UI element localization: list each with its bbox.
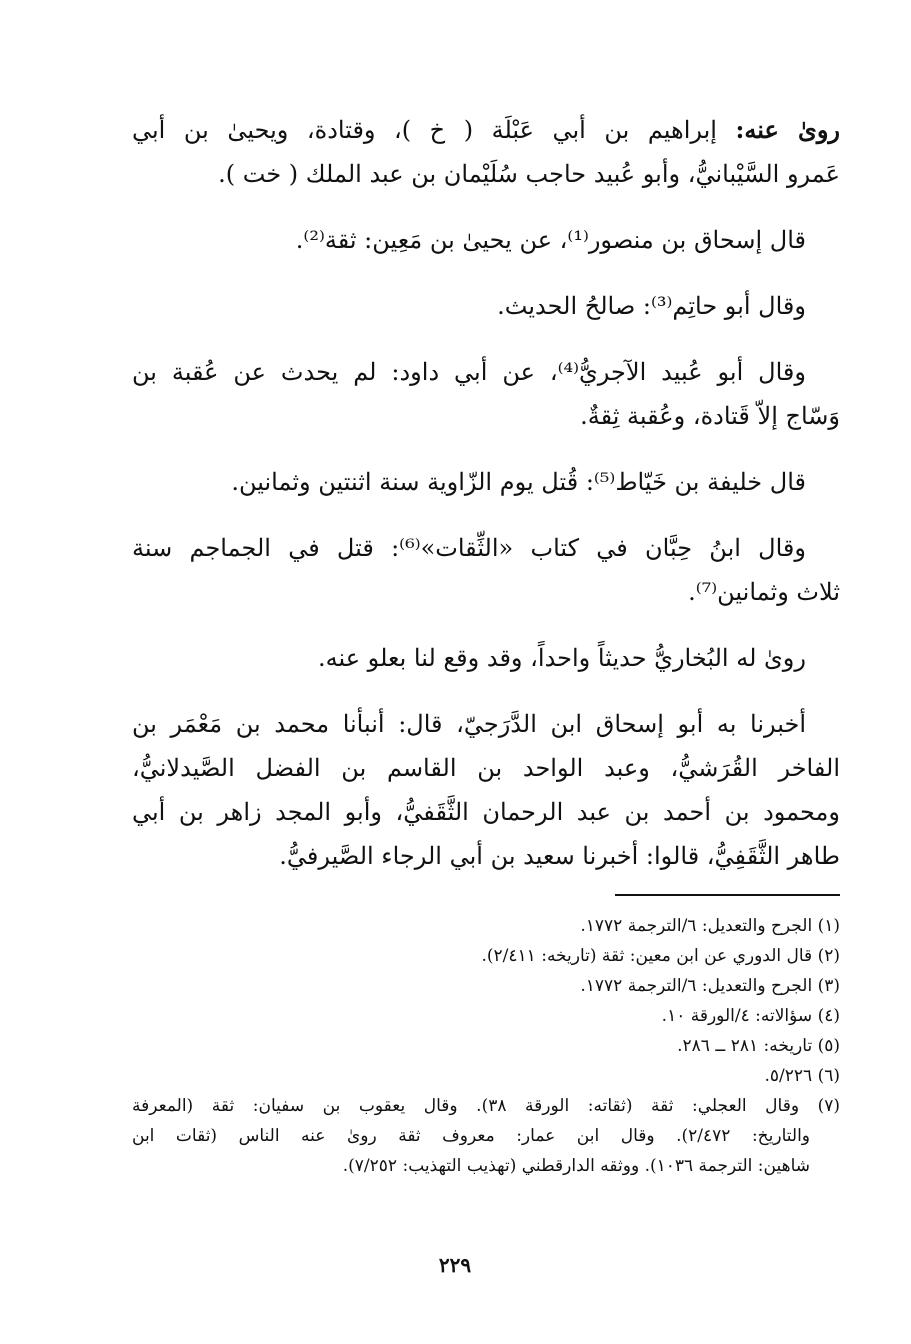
text-line: وَسّاج إلاّ قَتادة، وعُقبة ثِقةٌ.	[580, 402, 840, 430]
footnote-3: (٣) الجرح والتعديل: ٦/الترجمة ١٧٧٢.	[580, 976, 840, 996]
text-line: ثلاث وثمانين⁽⁷⁾.	[688, 578, 840, 606]
text-line: الفاخر القُرَشيُّ، وعبد الواحد بن القاسم بن الفضل الصَّيدلانيُّ،	[132, 754, 840, 782]
text-line: روىٰ له البُخاريُّ حديثاً واحداً، وقد وقع لنا بعلو عنه.	[317, 644, 806, 672]
footnote-5: (٥) تاريخه: ٢٨١ ــ ٢٨٦.	[677, 1036, 840, 1056]
text-span: إبراهيم بن أبي عَبْلَة ( خ )، وقتادة، ويحيىٰ بن أبي	[132, 116, 736, 144]
narrators-heading: روىٰ عنه:	[735, 115, 840, 144]
text-line: وقال ابنُ حِبَّان في كتاب «الثِّقات»⁽⁶⁾: قتل في الجماجم سنة	[132, 534, 806, 562]
text-line: قال إسحاق بن منصور⁽¹⁾، عن يحيىٰ بن مَعِين: ثقة⁽²⁾.	[295, 226, 806, 254]
footnote-7-continued: والتاريخ: ٢/٤٧٢). وقال ابن عمار: معروف ثقة روىٰ عنه الناس (ثقات ابن	[132, 1126, 811, 1146]
text-line: قال خليفة بن خَيّاط⁽⁵⁾: قُتل يوم الزّاوية سنة اثنتين وثمانين.	[231, 468, 806, 496]
footnote-divider	[615, 894, 840, 896]
footnote-2: (٢) قال الدوري عن ابن معين: ثقة (تاريخه: ٢/٤١١).	[481, 946, 840, 966]
text-line: وقال أبو عُبيد الآجريُّ⁽⁴⁾، عن أبي داود: لم يحدث عن عُقبة بن	[132, 358, 806, 386]
text-line: عَمرو السَّيْبانيُّ، وأبو عُبيد حاجب سُلَيْمان بن عبد الملك ( خت ).	[218, 160, 840, 188]
text-line: طاهر الثَّقَفِيُّ، قالوا: أخبرنا سعيد بن أبي الرجاء الصَّيرفيُّ.	[279, 842, 840, 870]
footnote-7-end: شاهين: الترجمة ١٠٣٦). ووثقه الدارقطني (تهذيب التهذيب: ٧/٢٥٢).	[342, 1156, 810, 1176]
footnote-6: (٦) ٥/٢٢٦.	[764, 1066, 840, 1086]
footnote-4: (٤) سؤالاته: ٤/الورقة ١٠.	[661, 1006, 840, 1026]
text-line: ومحمود بن أحمد بن عبد الرحمان الثَّقَفيُّ، وأبو المجد زاهر بن أبي	[132, 798, 840, 826]
text-line	[132, 108, 840, 152]
footnotes	[132, 911, 840, 1181]
footnote-1: (١) الجرح والتعديل: ٦/الترجمة ١٧٧٢.	[580, 916, 840, 936]
main-text	[132, 108, 840, 878]
text-line: وقال أبو حاتِم⁽³⁾: صالحُ الحديث.	[497, 292, 806, 320]
footnote-7: (٧) وقال العجلي: ثقة (ثقاته: الورقة ٣٨). وقال يعقوب بن سفيان: ثقة (المعرفة	[132, 1096, 840, 1116]
page-number: ٢٢٩	[438, 1253, 472, 1277]
text-line: أخبرنا به أبو إسحاق ابن الدَّرَجيّ، قال: أنبأنا محمد بن مَعْمَر بن	[132, 710, 806, 738]
